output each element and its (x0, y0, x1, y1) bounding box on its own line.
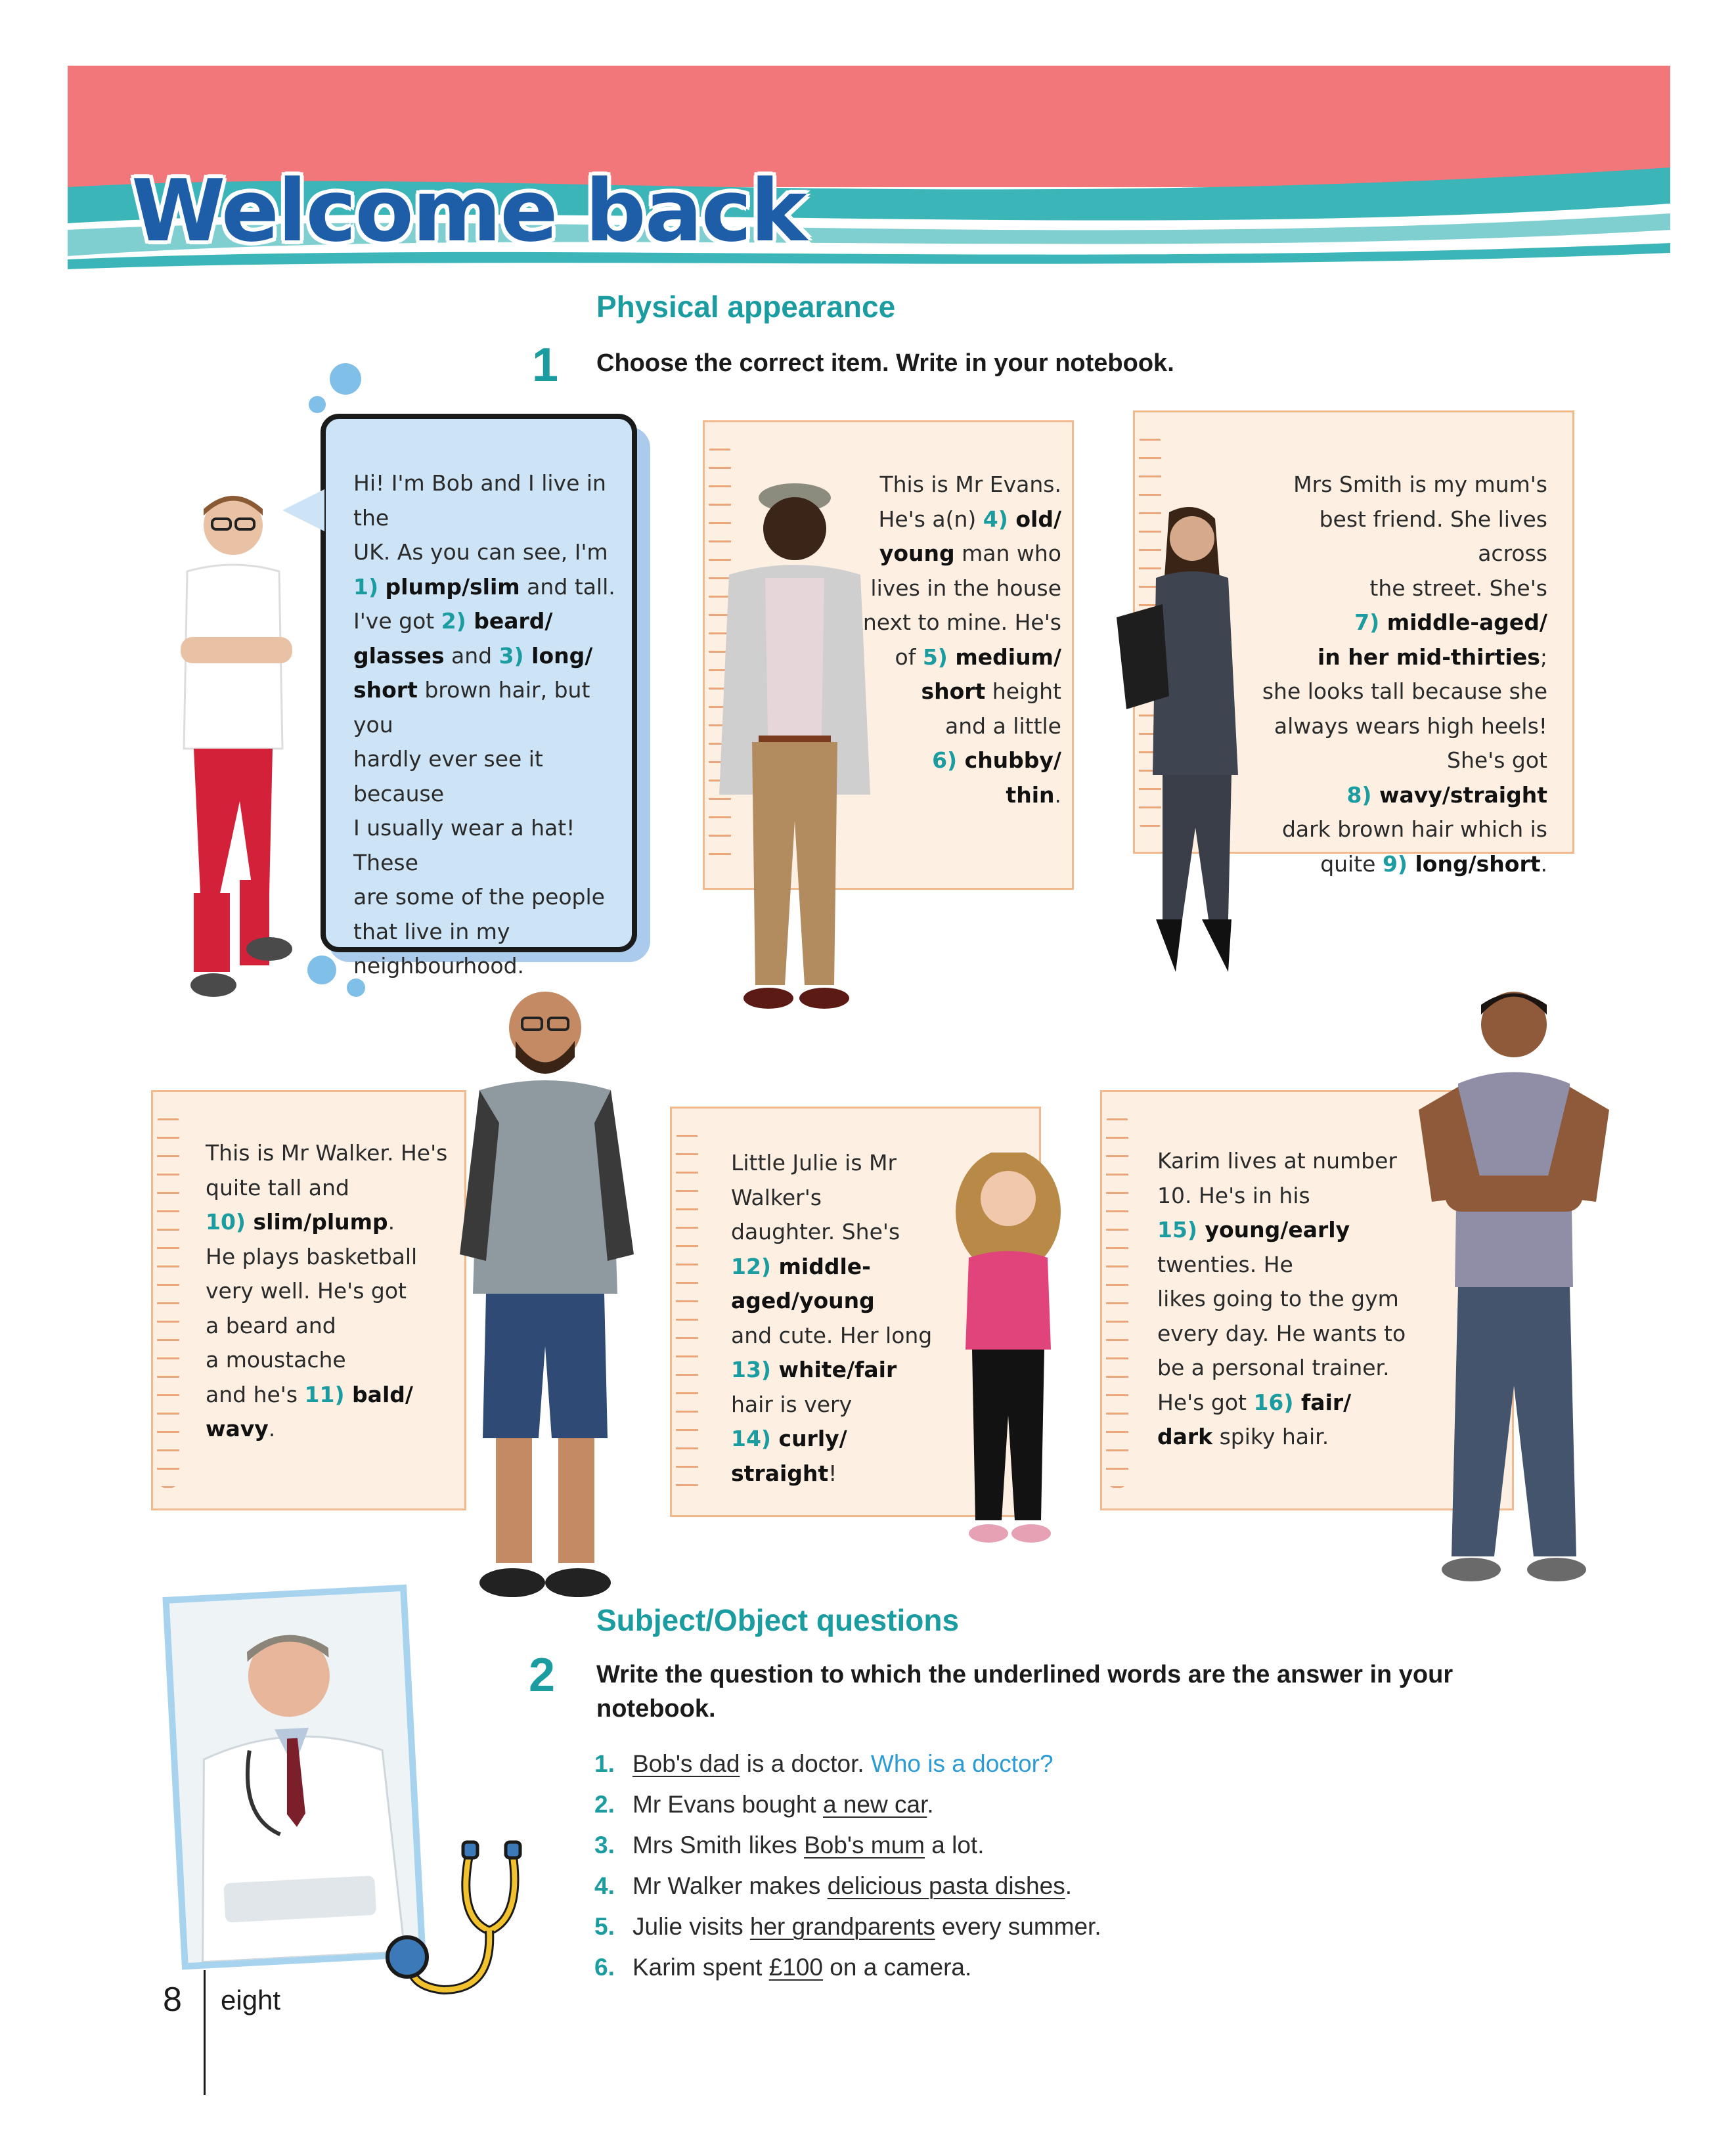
julie-text: Little Julie is Mr Walker's daughter. She's 12) middle- aged/young and cute. Her long 13) white/fair hair is very 14) curly/ straight! (731, 1150, 933, 1486)
evans-text: This is Mr Evans. He's a(n) 4) old/ young man who lives in the house next to mine. He's of 5) medium/ short height and a little 6) chubby/ thin. (862, 472, 1061, 808)
walker-text: This is Mr Walker. He's quite tall and 10) slim/plump. He plays basketball very well. He's got a beard and a moustache and he's 11) bald/ wavy. (206, 1140, 448, 1441)
bubble-dot (307, 956, 336, 984)
exercise-number-1: 1 (532, 339, 559, 391)
karim-text: Karim lives at number 10. He's in his 15) young/early twenties. He likes going to the gym every day. He wants to be a personal trainer. He's got 16) fair/ dark spiky hair. (1157, 1148, 1406, 1449)
question-item: 3. Mrs Smith likes Bob's mum a lot. (594, 1832, 985, 1859)
bob-text: Hi! I'm Bob and I live in the UK. As you can see, I'm 1) plump/slim and tall. I've got 2) beard/ glasses and 3) long/ short brown hair, but you hardly ever see it because I usually wear a hat! These are some of the people that live in my neighbourhood. (353, 470, 615, 979)
question-item: 1. Bob's dad is a doctor. Who is a doctor? (594, 1750, 1054, 1777)
notebook-spiral (676, 1128, 698, 1495)
notebook-spiral (157, 1112, 179, 1489)
exercise-1-instruction: Choose the correct item. Write in your notebook. (596, 349, 1174, 377)
page-number-divider (204, 1970, 206, 2095)
page-title: Welcome back (131, 161, 807, 261)
section-title-subject-object-questions: Subject/Object questions (596, 1603, 960, 1637)
exercise-number-2: 2 (529, 1649, 556, 1702)
mr-walker-photo (453, 979, 644, 1609)
question-item: 5. Julie visits her grandparents every summer. (594, 1913, 1101, 1940)
exercise-2-instruction: Write the question to which the underlined words are the answer in your notebook. (596, 1661, 1453, 1723)
page-number-word: eight (221, 1985, 281, 2015)
bubble-dot (330, 363, 361, 395)
question-item: 2. Mr Evans bought a new car. (594, 1791, 934, 1818)
bob-photo (154, 486, 305, 1005)
question-item: 6. Karim spent £100 on a camera. (594, 1954, 972, 1981)
notebook-spiral (1106, 1112, 1128, 1489)
karim-photo (1406, 979, 1622, 1593)
question-list (594, 1744, 1101, 1988)
section-title-physical-appearance: Physical appearance (596, 290, 896, 324)
stethoscope-icon (371, 1839, 548, 2003)
bubble-dot (309, 396, 326, 413)
question-item: 4. Mr Walker makes delicious pasta dishes. (594, 1872, 1072, 1899)
example-answer: Who is a doctor? (870, 1750, 1054, 1777)
mrs-smith-photo (1090, 499, 1274, 1005)
julie-photo (939, 1153, 1071, 1556)
bob-bubble-tail (282, 489, 324, 531)
smith-text: Mrs Smith is my mum's best friend. She lives across the street. She's 7) middle-aged/ in her mid-thirties; she looks tall because she always wears high heels! She's got 8) wavy/straight dark brown hair which is quite 9) long/short. (1262, 472, 1547, 877)
page-number: 8 (163, 1981, 182, 2019)
